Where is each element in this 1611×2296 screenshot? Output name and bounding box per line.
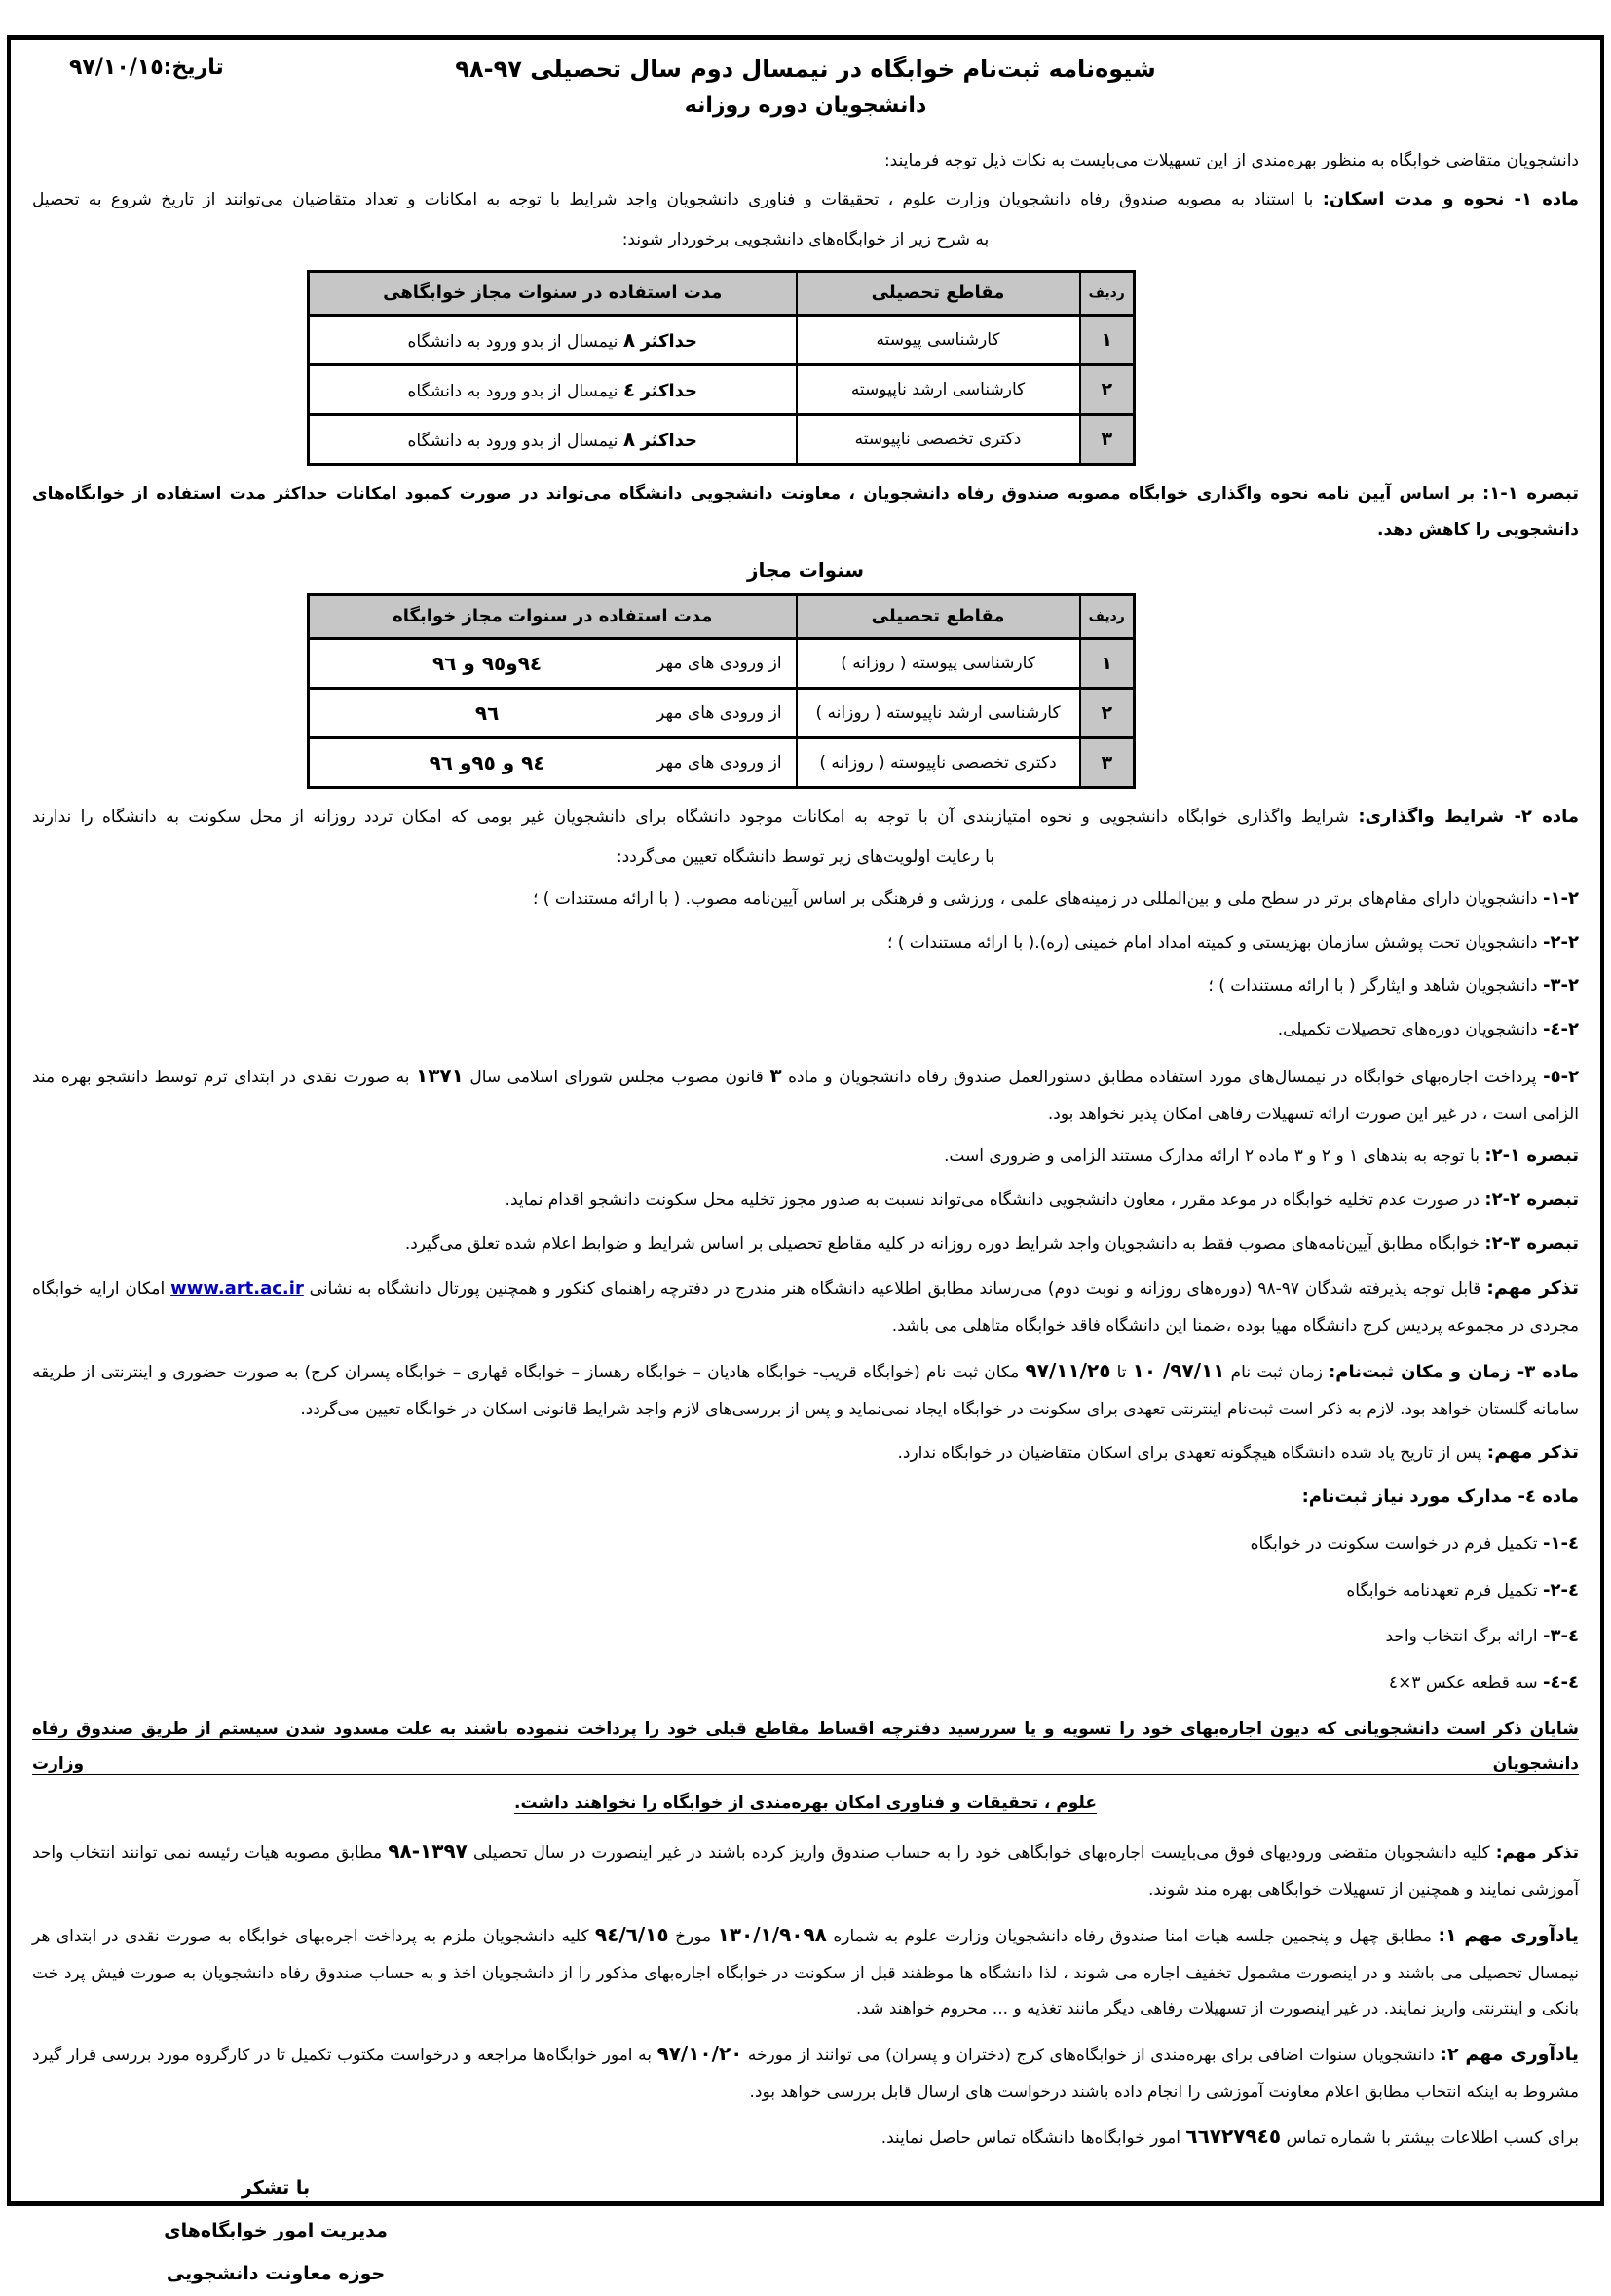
contact-line bbox=[32, 2116, 1579, 2158]
article2-prefix: ماده ٢- شرایط واگذاری: bbox=[1358, 806, 1579, 827]
article2-lastline: با رعایت اولویت‌های زیر توسط دانشگاه تعیین می‌گردد: bbox=[616, 847, 995, 867]
memo-2 bbox=[32, 2033, 1579, 2111]
title-years: ٩٧-٩٨ bbox=[455, 56, 522, 83]
signature-thanks: با تشکر bbox=[241, 2177, 311, 2200]
memo-prefix: یادآوری مهم ٢: bbox=[1440, 2043, 1579, 2065]
contact-text: برای کسب اطلاعات بیشتر با شماره تماس bbox=[1286, 2128, 1579, 2149]
duration-post: نیمسال از بدو ورود به دانشگاه bbox=[407, 381, 618, 401]
article2-body: شرایط واگذاری خوابگاه دانشجویی و نحوه امتیازبندی آن با توجه به امکانات موجود دانشگاه برای دانشجویان غیر بومی که امکان تردد روزانه از محل سکونت به دانشگاه را ندارند bbox=[32, 807, 1349, 827]
entry-cell bbox=[309, 688, 797, 737]
article4-heading bbox=[32, 1479, 1579, 1517]
article3-body: زمان ثبت نام bbox=[1230, 1362, 1323, 1382]
col-header-row-number: ردیف bbox=[1080, 594, 1135, 638]
photo-size: ٣×٤ bbox=[1388, 1673, 1421, 1693]
contact-text: امور خوابگاه‌ها دانشگاه تماس حاصل نمایند. bbox=[880, 2128, 1180, 2149]
duration-post: نیمسال از بدو ورود به دانشگاه bbox=[407, 331, 618, 352]
note-prefix: تبصره ٣-٢: bbox=[1484, 1232, 1579, 1254]
row-number: ٢ bbox=[1080, 364, 1135, 414]
document-date: تاریخ:٩٧/١٠/١٥ bbox=[69, 56, 224, 80]
item-prefix: ٤-٤- bbox=[1543, 1672, 1579, 1693]
item-prefix: ٢-٢- bbox=[1543, 931, 1579, 953]
level-cell: کارشناسی پیوسته bbox=[797, 315, 1080, 364]
important-note-1 bbox=[32, 1268, 1579, 1343]
level-cell: کارشناسی پیوسته ( روزانه ) bbox=[797, 638, 1080, 688]
level-cell: کارشناسی ارشد ناپیوسته bbox=[797, 364, 1080, 414]
item-text: تکمیل فرم تعهدنامه خوابگاه bbox=[1346, 1580, 1538, 1600]
signature-department: حوزه معاونت دانشجویی bbox=[166, 2262, 386, 2284]
row-number: ١ bbox=[1080, 638, 1135, 688]
contact-phone: ٦٦٧٢٧٩٤٥ bbox=[1185, 2125, 1282, 2149]
note-body: خوابگاه مطابق آیین‌نامه‌های مصوب فقط به دانشجویان واجد شرایط دوره روزانه در کلیه مقاطع تحصیلی بر اساس شرایط و ضوابط اعلام شده تعلق می‌گیرد. bbox=[404, 1233, 1480, 1254]
intro-paragraph: دانشجویان متقاضی خوابگاه به منظور بهره‌مندی از این تسهیلات می‌بایست به نکات ذیل توجه فرمایند: bbox=[883, 150, 1579, 170]
table-row bbox=[309, 737, 1135, 787]
row-number: ٢ bbox=[1080, 688, 1135, 737]
duration-cell bbox=[309, 364, 797, 414]
article4-item-2 bbox=[32, 1572, 1579, 1610]
article-number: ٣ bbox=[769, 1063, 782, 1087]
note-body: مطابق مصوبه هیات رئیسه نمی توانند انتخاب واحد آموزشی نمایند و همچنین از تسهیلات خوابگاهی بهره مند شوند. bbox=[32, 1843, 1579, 1901]
note-body: (دوره‌های روزانه و نوبت دوم) می‌رساند مطابق اطلاعیه دانشگاه هنر مندرج در دفترچه راهنمای کنکور و همچنین پورتال دانشگاه به نشانی bbox=[309, 1279, 1253, 1299]
col-header-row-number: ردیف bbox=[1080, 271, 1135, 315]
article4-item-4 bbox=[32, 1665, 1579, 1703]
duration-post: نیمسال از بدو ورود به دانشگاه bbox=[407, 431, 618, 451]
level-cell: کارشناسی ارشد ناپیوسته ( روزانه ) bbox=[797, 688, 1080, 737]
memo-body: دانشجویان سنوات اضافی برای بهره‌مندی از خوابگاه‌های کرج (دختران و پسران) می توانند از مورخه bbox=[747, 2045, 1435, 2065]
note-body: پس از تاریخ یاد شده دانشگاه هیچگونه تعهدی برای اسکان متقاضیان در خوابگاه ندارد. bbox=[897, 1444, 1482, 1464]
note-prefix: تبصره ١-٢: bbox=[1484, 1146, 1579, 1167]
table-row bbox=[309, 688, 1135, 737]
entry-label: از ورودی های مهر bbox=[656, 702, 782, 723]
important-note-2 bbox=[32, 1433, 1579, 1473]
overdue-warning-line1: شایان ذکر است دانشجویانی که دیون اجاره‌بهای خود را تسویه و یا سررسید دفترچه اقساط مقاطع قبلی خود را پرداخت ننموده باشند به علت مسدود شدن سیستم از طریق صندوق رفاه دانشجویان وزارت bbox=[32, 1718, 1579, 1775]
registration-end-date: ٩٧/١١/٢٥ bbox=[1025, 1358, 1111, 1382]
item-prefix: ٤-٢- bbox=[1543, 1579, 1579, 1600]
document-frame bbox=[7, 35, 1604, 2284]
portal-link[interactable]: www.art.ac.ir bbox=[170, 1278, 304, 1299]
item-text: پرداخت اجاره‌بهای خوابگاه در نیمسال‌های مورد استفاده مطابق دستورالعمل صندوق رفاه دانشجویان و ماده bbox=[788, 1067, 1537, 1087]
entry-cell bbox=[309, 638, 797, 688]
item-prefix: ٢-١- bbox=[1543, 888, 1579, 910]
note-1-1 bbox=[32, 475, 1579, 548]
item-prefix: ٢-٣- bbox=[1543, 975, 1579, 997]
academic-years: ١٣٩٧-٩٨ bbox=[388, 1839, 468, 1863]
item-text: تکمیل فرم در خواست سکونت در خوابگاه bbox=[1250, 1533, 1538, 1554]
table-row bbox=[309, 414, 1135, 464]
year-number: ١٣٧١ bbox=[415, 1063, 464, 1087]
sanavat-title: سنوات مجاز bbox=[746, 557, 865, 582]
note-prefix: تذکر مهم: bbox=[1486, 1277, 1580, 1299]
note-2-1 bbox=[32, 1138, 1579, 1176]
item-prefix: ٢-٥- bbox=[1543, 1066, 1580, 1087]
article2-item-4 bbox=[32, 1011, 1579, 1049]
col-header-level: مقاطع تحصیلی bbox=[797, 271, 1080, 315]
extra-request-date: ٩٧/١٠/٢٠ bbox=[656, 2041, 743, 2065]
memo-body: کلیه دانشجویان ملزم به پرداخت اجره‌بهای خوابگاه به صورت نقدی در ابتدای هر نیمسال تحصیلی می باشند و در اینصورت مشمول تخفیف اجاره می شوند ، لذا دانشگاه ها موظفند قبل از سکونت در خوابگاه اجاره‌بهای مذکور را از دانشجویان اخذ و به حساب صندوق رفاه دانشجویان به صورت فیش پرد خت بانکی و اینترنتی واریز نمایند. در غیر اینصورت از تسهیلات رفاهی دیگر مانند تغذیه و ... محروم خواهند شد. bbox=[32, 1926, 1579, 2019]
article2-paragraph bbox=[32, 799, 1579, 837]
note-1-1-body: بر اساس آیین نامه نحوه واگذاری خوابگاه مصوبه صندوق رفاه دانشجویان ، معاونت دانشجویی دانشگاه می‌تواند در صورت کمبود امکانات حداکثر مدت استفاده از خوابگاه‌های دانشجویی را کاهش دهد. bbox=[32, 483, 1579, 541]
article1-paragraph bbox=[32, 181, 1579, 219]
signature-block bbox=[139, 2167, 412, 2295]
article3-prefix: ماده ٣- زمان و مکان ثبت‌نام: bbox=[1329, 1361, 1579, 1382]
note-body: در صورت عدم تخلیه خوابگاه در موعد مقرر ، معاون دانشجویی دانشگاه می‌تواند نسبت به صدور مجوز تخلیه محل سکونت دانشجو اقدام نماید. bbox=[505, 1190, 1480, 1211]
duration-num: ٨ bbox=[622, 427, 636, 451]
item-text: دانشجویان دوره‌های تحصیلات تکمیلی. bbox=[1277, 1020, 1538, 1040]
duration-cell bbox=[309, 414, 797, 464]
entry-cell bbox=[309, 737, 797, 787]
entry-years-table bbox=[307, 593, 1136, 789]
article4-item-1 bbox=[32, 1525, 1579, 1563]
duration-num: ٤ bbox=[622, 377, 636, 401]
item-text: دانشجویان شاهد و ایثارگر ( با ارائه مستندات ) ؛ bbox=[1208, 976, 1538, 997]
col-header-duration: مدت استفاده در سنوات مجاز خوابگاهی bbox=[309, 271, 797, 315]
article4-item-3 bbox=[32, 1618, 1579, 1656]
academic-years: ٩٧-٩٨ bbox=[1257, 1279, 1299, 1299]
table-row bbox=[309, 315, 1135, 364]
page-title bbox=[32, 50, 1579, 90]
important-note-3 bbox=[32, 1830, 1579, 1908]
duration-pre: حداکثر bbox=[640, 330, 698, 352]
duration-num: ٨ bbox=[622, 327, 636, 352]
note-1-1-prefix: تبصره ١-١: bbox=[1482, 482, 1580, 504]
title-text: شیوه‌نامه ثبت‌نام خوابگاه در نیمسال دوم سال تحصیلی bbox=[530, 56, 1156, 83]
article2-item-1 bbox=[32, 881, 1579, 919]
col-header-level: مقاطع تحصیلی bbox=[797, 594, 1080, 638]
item-text: دانشجویان تحت پوشش سازمان بهزیستی و کمیته امداد امام خمینی (ره).( با ارائه مستندات ) ؛ bbox=[886, 932, 1538, 953]
entry-years: ٩٤و٩٥ و ٩٦ bbox=[432, 651, 543, 675]
registration-start-date: ٩٧/١١/ ١٠ bbox=[1132, 1358, 1225, 1382]
article2-item-3 bbox=[32, 967, 1579, 1005]
note-2-3 bbox=[32, 1225, 1579, 1263]
resolution-number: ١٣٠/١/٩٠٩٨ bbox=[717, 1922, 827, 1946]
memo-1 bbox=[32, 1914, 1579, 2027]
article3-paragraph bbox=[32, 1350, 1579, 1428]
article1-prefix: ماده ١- نحوه و مدت اسکان: bbox=[1322, 189, 1579, 210]
item-text: به صورت نقدی در ابتدای ترم توسط دانشجو بهره مند الزامی است ، در غیر این صورت ارائه تسهیلات رفاهی امکان پذیر نخواهد بود. bbox=[32, 1067, 1579, 1124]
duration-cell bbox=[309, 315, 797, 364]
entry-label: از ورودی های مهر bbox=[656, 653, 782, 673]
duration-table bbox=[307, 270, 1136, 466]
entry-years: ٩٦ bbox=[474, 700, 500, 725]
level-cell: دکتری تخصصی ناپیوسته bbox=[797, 414, 1080, 464]
memo-body: به امور خوابگاه‌ها مراجعه و درخواست مکتوب تکمیل تا در کارگروه مورد بررسی قرار گیرد مشروط به اینکه انتخاب مطابق اعلام معاونت آموزشی را انجام داده باشند درخواست های ارسال قابل بررسی خواهد بود. bbox=[32, 2045, 1579, 2102]
item-text: قانون مصوب مجلس شورای اسلامی سال bbox=[469, 1067, 764, 1087]
article3-body: تا bbox=[1116, 1362, 1127, 1382]
memo-prefix: یادآوری مهم ١: bbox=[1438, 1924, 1580, 1946]
note-body: با توجه به بندهای ١ و ٢ و ٣ ماده ٢ ارائه مدارک مستند الزامی و ضروری است. bbox=[943, 1147, 1480, 1167]
row-number: ١ bbox=[1080, 315, 1135, 364]
note-2-2 bbox=[32, 1182, 1579, 1220]
resolution-date: ٩٤/٦/١٥ bbox=[594, 1922, 669, 1946]
memo-body: مطابق چهل و پنجمین جلسه هیات امنا صندوق رفاه دانشجویان وزارت علوم به شماره bbox=[833, 1926, 1433, 1946]
item-text: سه قطعه عکس bbox=[1425, 1673, 1538, 1693]
level-cell: دکتری تخصصی ناپیوسته ( روزانه ) bbox=[797, 737, 1080, 787]
article4-prefix: ماده ٤- مدارک مورد نیاز ثبت‌نام: bbox=[1301, 1487, 1579, 1508]
row-number: ٣ bbox=[1080, 737, 1135, 787]
col-header-duration: مدت استفاده در سنوات مجاز خوابگاه bbox=[309, 594, 797, 638]
duration-pre: حداکثر bbox=[640, 380, 698, 401]
note-body: کلیه دانشجویان متقضی ورودیهای فوق می‌بایست اجاره‌بهای خوابگاهی خود را به حساب صندوق واریز کرده باشند در غیر اینصورت در سال تحصیلی bbox=[473, 1843, 1490, 1863]
table-header-row bbox=[309, 271, 1135, 315]
page-subtitle: دانشجویان دوره روزانه bbox=[684, 93, 927, 118]
item-prefix: ٤-٣- bbox=[1543, 1626, 1579, 1647]
item-prefix: ٢-٤- bbox=[1543, 1019, 1579, 1040]
note-body: قابل توجه پذیرفته شدگان bbox=[1304, 1279, 1481, 1299]
signature-office: مدیریت امور خوابگاه‌های bbox=[164, 2220, 388, 2242]
table-row bbox=[309, 364, 1135, 414]
note-body: امکان ارایه خوابگاه مجردی در مجموعه پردیس کرج دانشگاه مهیا بوده ،ضمنا این دانشگاه فاقد خوابگاه متاهلی می باشد. bbox=[32, 1279, 1579, 1336]
note-prefix: تبصره ٢-٢: bbox=[1484, 1189, 1579, 1211]
item-text: دانشجویان دارای مقام‌های برتر در سطح ملی و بین‌المللی در زمینه‌های علمی ، ورزشی و فرهنگی بر اساس آیین‌نامه مصوب. ( با ارائه مستندات ) ؛ bbox=[533, 889, 1538, 910]
overdue-warning-line2: علوم ، تحقیقات و فناوری امکان بهره‌مندی از خوابگاه را نخواهند داشت. bbox=[514, 1792, 1097, 1813]
table-header-row bbox=[309, 594, 1135, 638]
article1-lastline: به شرح زیر از خوابگاه‌های دانشجویی برخوردار شوند: bbox=[621, 230, 990, 250]
item-prefix: ٤-١- bbox=[1543, 1532, 1579, 1554]
note-prefix: تذکر مهم: bbox=[1486, 1442, 1579, 1464]
article3-body: مکان ثبت نام (خوابگاه قریب- خوابگاه هادیان – خوابگاه رهساز – خوابگاه قهاری – خوابگاه پسران کرج) به صورت حضوری و اینترنتی از طریقه سامانه گلستان خواهد بود. لازم به ذکر است ثبت‌نام اینترنتی تعهدی برای سکونت در خوابگاه ایجاد نمی‌نماید و پس از بررسی‌های لازم واجد شرایط قانونی اسکان در خوابگاه تعیین می‌گردد. bbox=[32, 1362, 1579, 1419]
duration-pre: حداکثر bbox=[640, 430, 698, 451]
memo-body: مورخ bbox=[675, 1926, 712, 1946]
article2-item-2 bbox=[32, 924, 1579, 962]
entry-label: از ورودی های مهر bbox=[656, 752, 782, 772]
document-header bbox=[32, 50, 1579, 90]
row-number: ٣ bbox=[1080, 414, 1135, 464]
article1-body: با استناد به مصوبه صندوق رفاه دانشجویان وزارت علوم ، تحقیقات و فناوری دانشجویان واجد شرایط با توجه به امکانات و تعداد متقاضیان می‌توانند از تاریخ شروع به تحصیل bbox=[32, 190, 1314, 210]
article2-item-5 bbox=[32, 1055, 1579, 1133]
entry-years: ٩٤ و ٩٥و ٩٦ bbox=[429, 750, 545, 774]
table-row bbox=[309, 638, 1135, 688]
item-text: ارائه برگ انتخاب واحد bbox=[1385, 1627, 1538, 1647]
note-prefix: تذکر مهم: bbox=[1495, 1843, 1580, 1863]
